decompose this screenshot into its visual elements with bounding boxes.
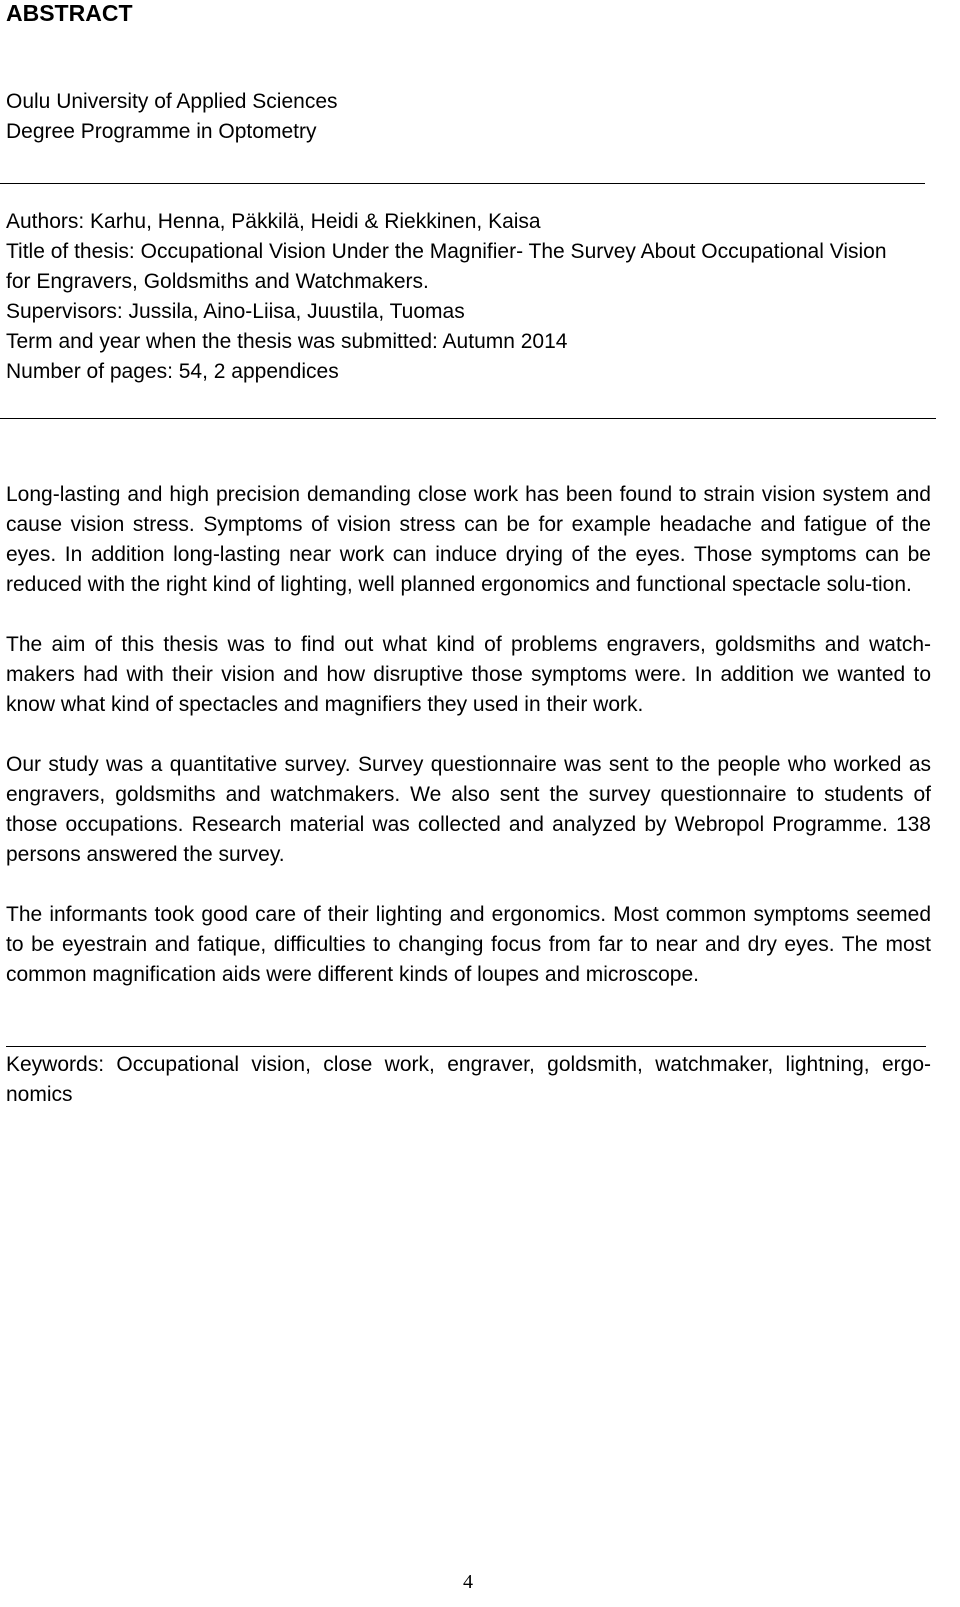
divider-line <box>0 183 925 184</box>
thesis-metadata <box>6 207 931 387</box>
abstract-paragraph: The informants took good care of their lighting and ergonomics. Most common symptoms seemed to be eyestrain and fatique, difficulties to changing focus from far to near and dry eyes. The most common magnification aids were different kinds of loupes and microscope. <box>6 903 931 986</box>
divider-line <box>6 1046 926 1047</box>
thesis-title-line: Title of thesis: Occupational Vision Under the Magnifier- The Survey About Occupational Vision <box>6 240 887 263</box>
supervisors-line: Supervisors: Jussila, Aino-Liisa, Juustila, Tuomas <box>6 300 465 323</box>
divider-line <box>0 418 936 419</box>
degree-programme: Degree Programme in Optometry <box>6 120 317 143</box>
keywords-line: Keywords: Occupational vision, close work, engraver, goldsmith, watchmaker, lightning, ergo-nomics <box>6 1053 931 1106</box>
abstract-paragraph: The aim of this thesis was to find out what kind of problems engravers, goldsmiths and watch-makers had with their vision and how disruptive those symptoms were. In addition we wanted to know what kind of spectacles and magnifiers they used in their work. <box>6 633 931 716</box>
authors-line: Authors: Karhu, Henna, Päkkilä, Heidi & Riekkinen, Kaisa <box>6 210 541 233</box>
term-line: Term and year when the thesis was submitted: Autumn 2014 <box>6 330 568 353</box>
page-count-line: Number of pages: 54, 2 appendices <box>6 360 339 383</box>
abstract-paragraph: Our study was a quantitative survey. Survey questionnaire was sent to the people who worked as engravers, goldsmiths and watchmakers. We also sent the survey questionnaire to students of those occupations. Research material was collected and analyzed by Webropol Programme. 138 persons answered the survey. <box>6 753 931 866</box>
abstract-paragraph: Long-lasting and high precision demanding close work has been found to strain vision system and cause vision stress. Symptoms of vision stress can be for example headache and fatigue of the eyes. In addition long-lasting near work can induce drying of the eyes. Those symptoms can be reduced with the right kind of lighting, well planned ergonomics and functional spectacle solu-tion. <box>6 483 931 596</box>
page-heading: ABSTRACT <box>6 0 133 26</box>
abstract-body <box>6 480 931 1020</box>
page-number: 4 <box>463 1571 473 1593</box>
thesis-title-line-continued: for Engravers, Goldsmiths and Watchmakers. <box>6 270 429 293</box>
institution-block <box>6 87 931 147</box>
university-name: Oulu University of Applied Sciences <box>6 90 338 113</box>
